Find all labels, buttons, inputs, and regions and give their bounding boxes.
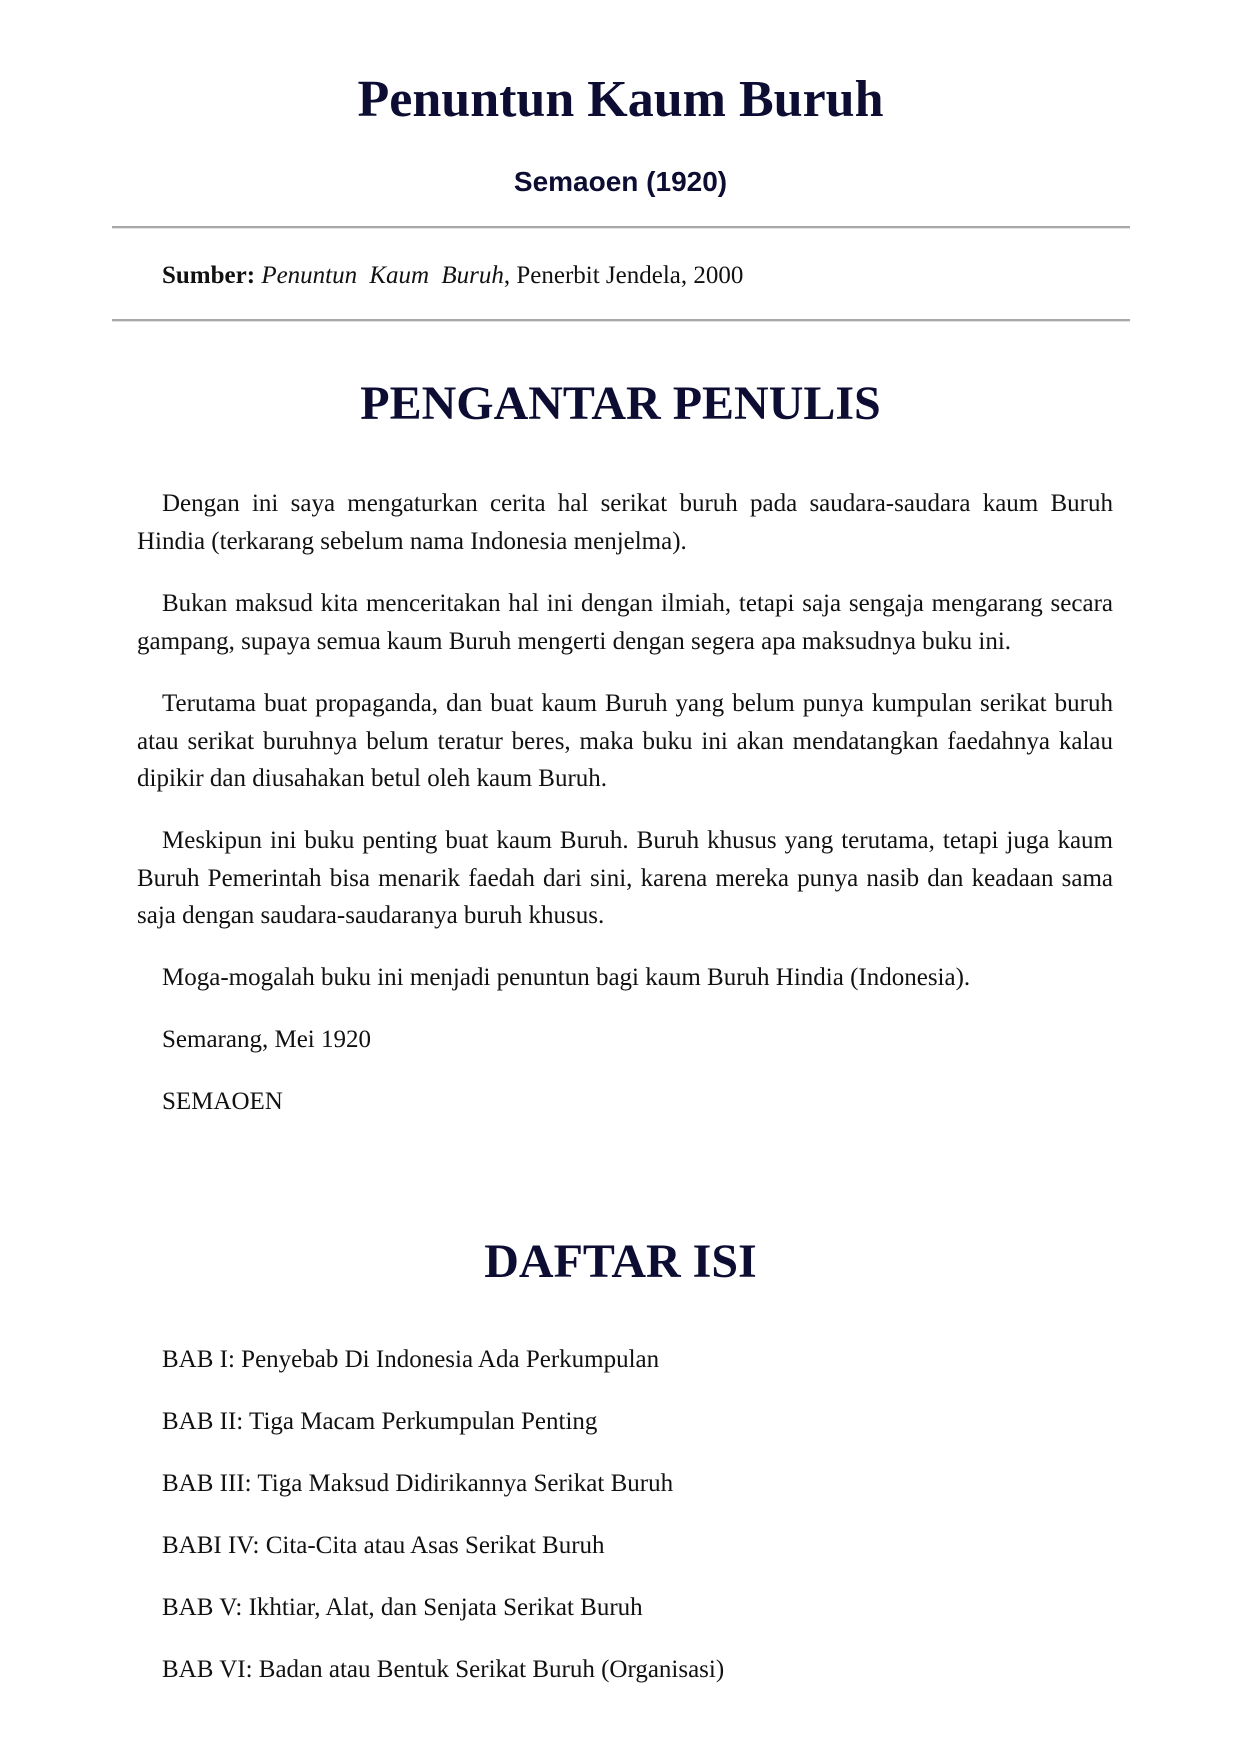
preface-paragraph-2: Bukan maksud kita menceritakan hal ini dengan ilmiah, tetapi saja sengaja mengarang secara gampang, supaya semua kaum Buruh mengerti dengan segera apa maksudnya buku ini. <box>137 590 1113 655</box>
source-work-title: Penuntun Kaum Buruh <box>261 262 504 289</box>
source-label: Sumber: <box>162 262 256 289</box>
toc-item-5[interactable]: BAB V: Ikhtiar, Alat, dan Senjata Serikat Buruh <box>162 1594 643 1621</box>
document-subtitle: Semaoen (1920) <box>513 166 728 197</box>
toc-item-2[interactable]: BAB II: Tiga Macam Perkumpulan Penting <box>162 1408 598 1435</box>
source-line <box>162 258 743 294</box>
top-divider <box>112 226 1130 229</box>
toc-heading: DAFTAR ISI <box>484 1235 757 1288</box>
preface-paragraph-4: Meskipun ini buku penting buat kaum Buruh. Buruh khusus yang terutama, tetapi juga kaum Buruh Pemerintah bisa menarik faedah dari sini, karena mereka punya nasib dan keadaan sama saja dengan saudara-saudaranya buruh khusus. <box>137 827 1113 929</box>
toc-item-3[interactable]: BAB III: Tiga Maksud Didirikannya Serikat Buruh <box>162 1470 674 1497</box>
toc-item-1[interactable]: BAB I: Penyebab Di Indonesia Ada Perkumpulan <box>162 1346 660 1373</box>
preface-paragraph-1: Dengan ini saya mengaturkan cerita hal serikat buruh pada saudara-saudara kaum Buruh Hindia (terkarang sebelum nama Indonesia menjelma). <box>137 490 1113 555</box>
preface-signature: SEMAOEN <box>162 1088 283 1115</box>
preface-place-date: Semarang, Mei 1920 <box>162 1026 371 1053</box>
preface-heading: PENGANTAR PENULIS <box>360 377 881 430</box>
preface-closing: Moga-mogalah buku ini menjadi penuntun bagi kaum Buruh Hindia (Indonesia). <box>162 964 971 991</box>
source-publisher: , Penerbit Jendela, 2000 <box>503 262 744 289</box>
toc-item-4[interactable]: BABI IV: Cita-Cita atau Asas Serikat Buruh <box>162 1532 605 1559</box>
document-title: Penuntun Kaum Buruh <box>357 71 884 128</box>
preface-paragraph-3: Terutama buat propaganda, dan buat kaum Buruh yang belum punya kumpulan serikat buruh atau serikat buruhnya belum teratur beres, maka buku ini akan mendatangkan faedahnya kalau dipikir dan diusahakan betul oleh kaum Buruh. <box>137 690 1113 792</box>
bottom-divider <box>112 319 1130 322</box>
toc-item-6[interactable]: BAB VI: Badan atau Bentuk Serikat Buruh (Organisasi) <box>162 1656 725 1683</box>
